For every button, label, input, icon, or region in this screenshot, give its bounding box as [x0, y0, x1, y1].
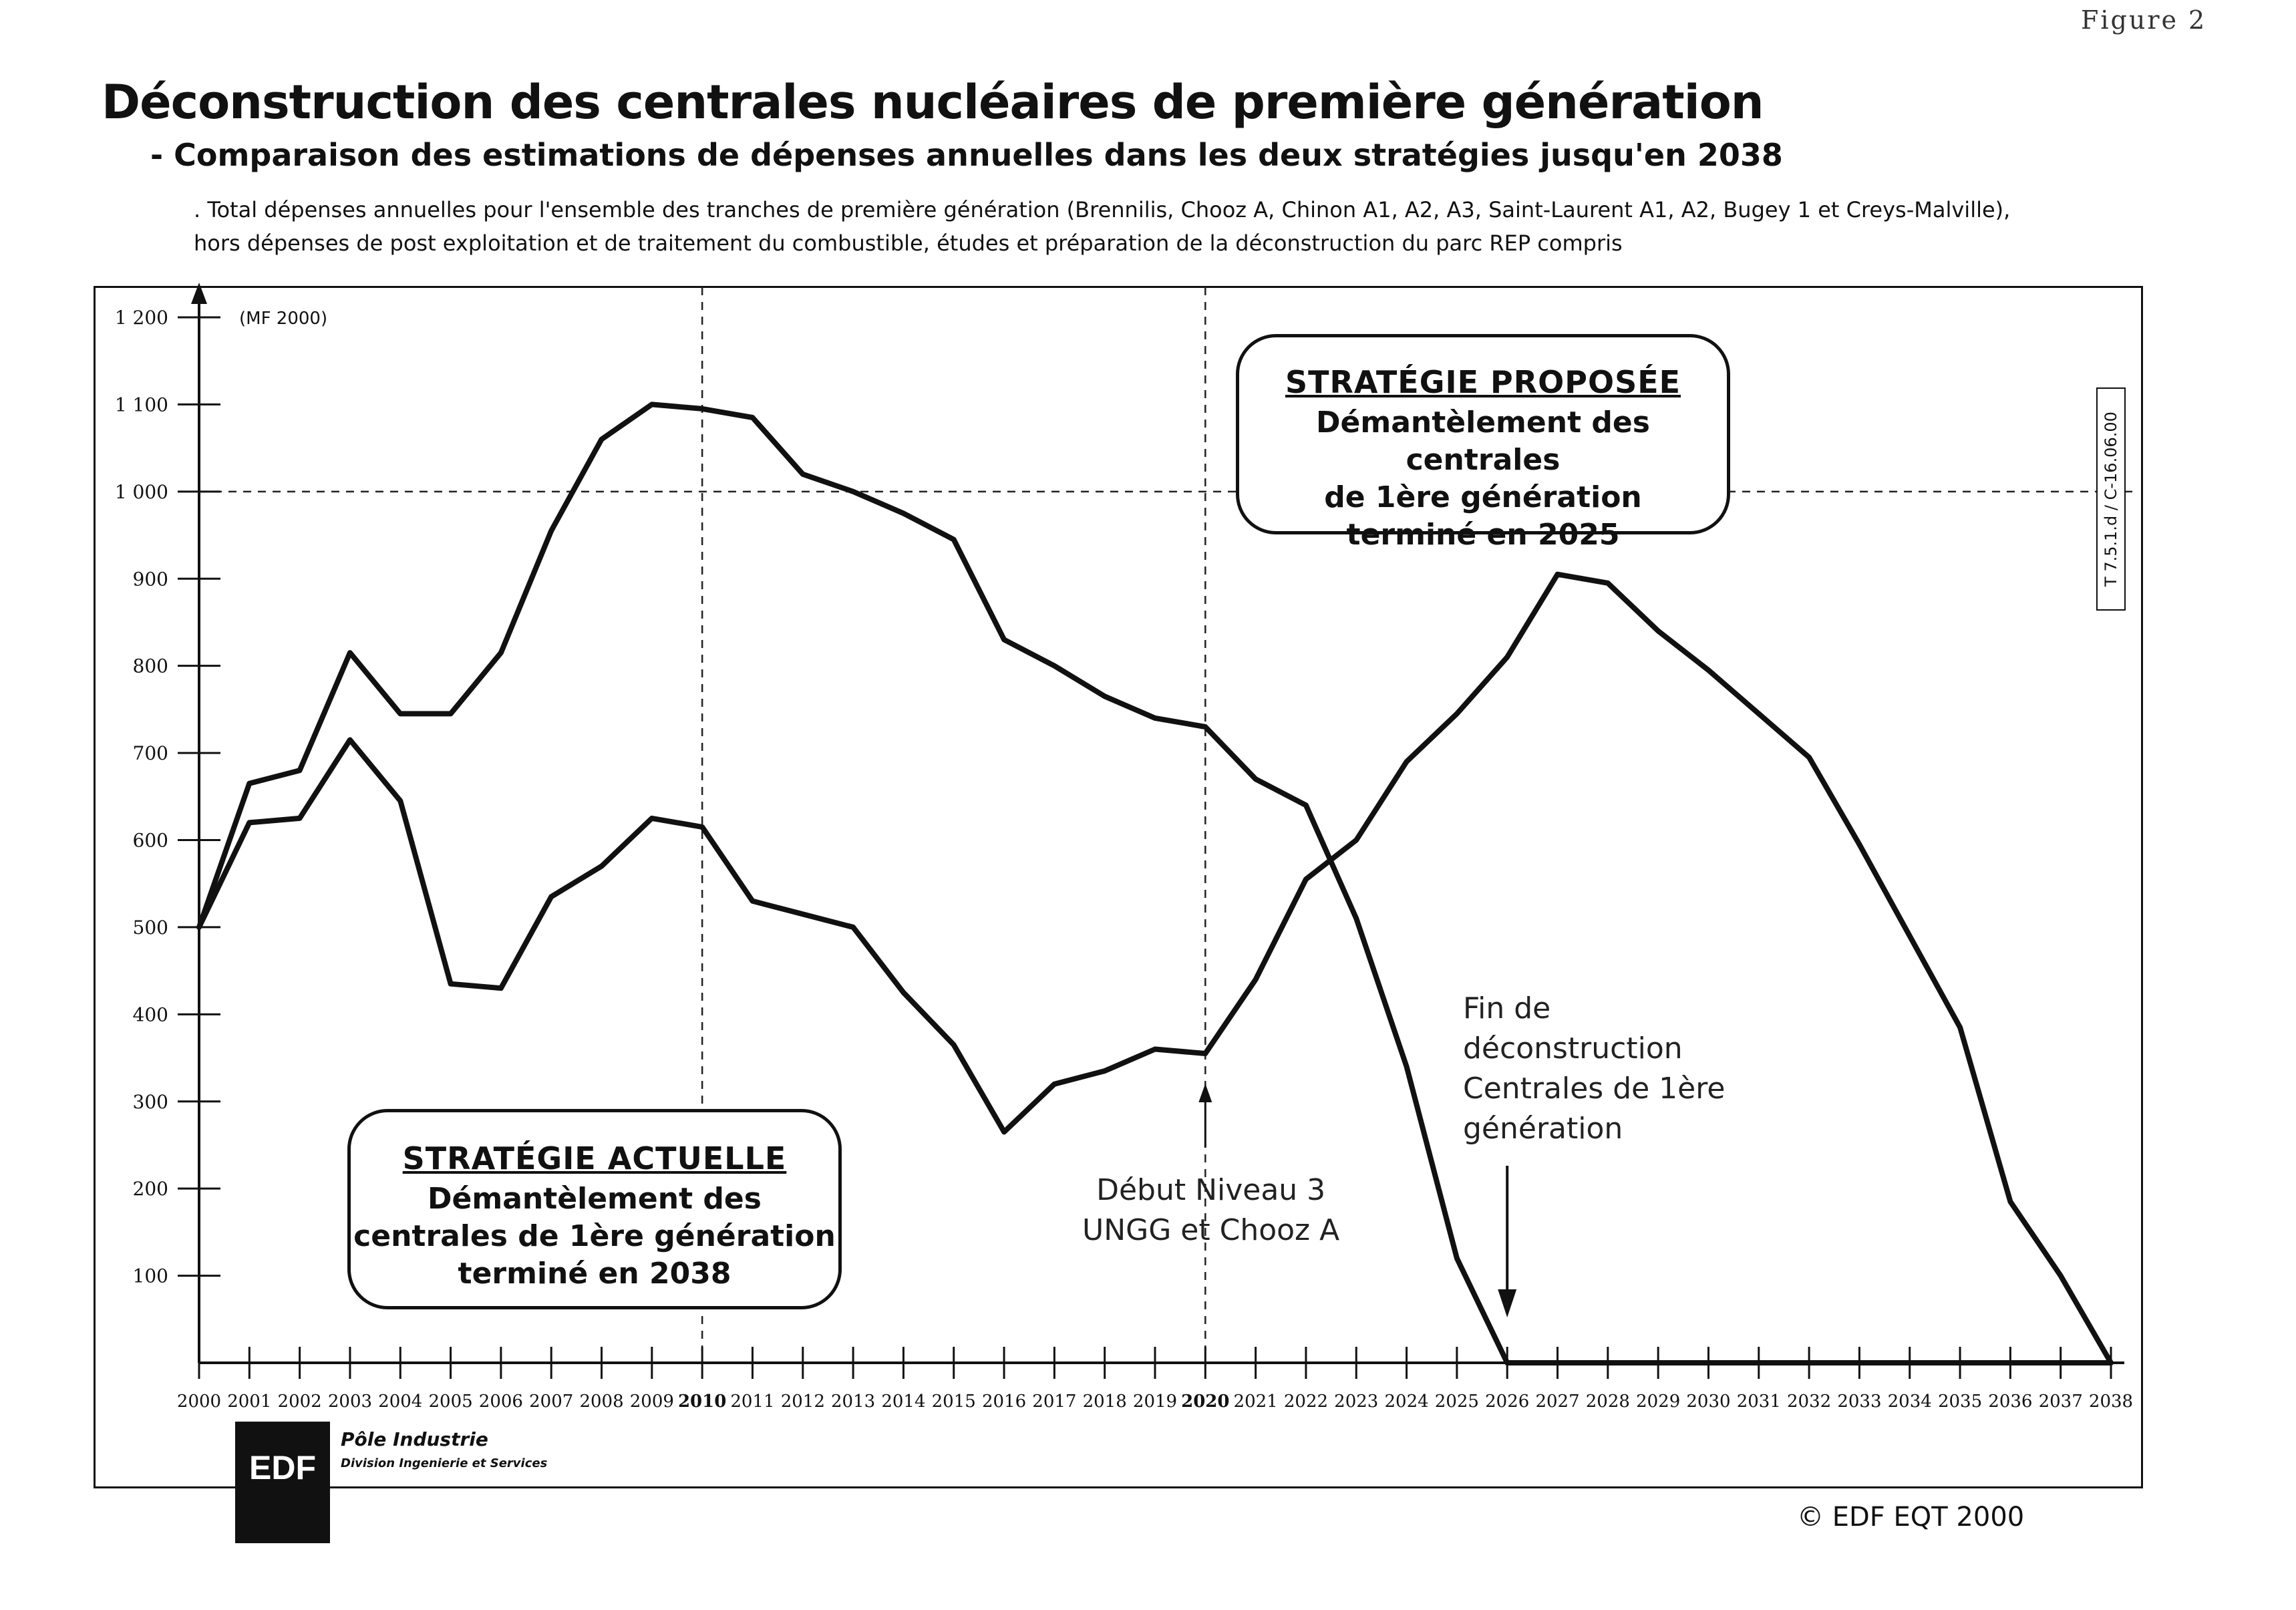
- x-tick-label-2007: 2007: [529, 1392, 574, 1412]
- x-tick-label-2003: 2003: [327, 1392, 373, 1412]
- x-tick-label-2005: 2005: [428, 1392, 473, 1412]
- y-tick-label-1000: 1 000: [114, 480, 168, 503]
- x-tick-label-2027: 2027: [1535, 1392, 1580, 1412]
- debut-annotation-line-1: Début Niveau 3: [1096, 1173, 1326, 1207]
- x-tick-label-2008: 2008: [579, 1392, 624, 1412]
- strategy-actual-line-2: centrales de 1ère génération: [353, 1219, 836, 1253]
- edf-logo: [235, 1422, 330, 1543]
- x-tick-label-2028: 2028: [1585, 1392, 1630, 1412]
- y-tick-label-200: 200: [132, 1178, 168, 1200]
- x-tick-label-2014: 2014: [881, 1392, 926, 1412]
- debut-annotation-line-2: UNGG et Chooz A: [1082, 1213, 1340, 1247]
- x-tick-label-2000: 2000: [176, 1392, 222, 1412]
- x-tick-label-2033: 2033: [1837, 1392, 1882, 1412]
- organization-name: Pôle Industrie: [341, 1428, 488, 1450]
- x-tick-label-2012: 2012: [780, 1392, 825, 1412]
- x-tick-label-2004: 2004: [378, 1392, 423, 1412]
- x-tick-label-2029: 2029: [1636, 1392, 1681, 1412]
- strategy-actual-title: STRATÉGIE ACTUELLE: [402, 1140, 787, 1176]
- y-axis-arrowhead: [191, 283, 207, 304]
- x-tick-label-2030: 2030: [1686, 1392, 1731, 1412]
- strategy-proposed-line-2: de 1ère génération: [1324, 480, 1642, 514]
- y-tick-label-900: 900: [132, 568, 168, 591]
- y-tick-label-600: 600: [132, 829, 168, 852]
- scope-note-line-2: hors dépenses de post exploitation et de traitement du combustible, études et préparation de la déconstruction du parc REP compris: [194, 230, 1623, 256]
- strategy-proposed-title: STRATÉGIE PROPOSÉE: [1285, 364, 1681, 400]
- y-axis-unit-label: (MF 2000): [239, 309, 328, 329]
- figure-label: Figure 2: [2081, 5, 2207, 35]
- y-tick-label-700: 700: [132, 742, 168, 765]
- x-tick-label-2021: 2021: [1233, 1392, 1278, 1412]
- x-tick-label-2016: 2016: [981, 1392, 1027, 1412]
- y-tick-label-800: 800: [132, 655, 168, 677]
- x-tick-label-2006: 2006: [478, 1392, 523, 1412]
- strategy-actual-box: [347, 1109, 842, 1309]
- fin-arrow-head: [1498, 1289, 1516, 1317]
- x-tick-label-2009: 2009: [629, 1392, 674, 1412]
- strategy-actual-line-1: Démantèlement des: [428, 1182, 762, 1216]
- x-tick-label-2035: 2035: [1937, 1392, 1983, 1412]
- x-tick-label-2025: 2025: [1434, 1392, 1479, 1412]
- page-subtitle: - Comparaison des estimations de dépenses annuelles dans les deux stratégies jusqu'en 2038: [150, 137, 1783, 173]
- fin-annotation-line-3: Centrales de 1ère: [1463, 1072, 1726, 1106]
- edf-logo-text: EDF: [249, 1449, 316, 1486]
- fin-deconstruction-annotation: [1463, 989, 1725, 1149]
- x-tick-label-2002: 2002: [277, 1392, 322, 1412]
- y-tick-label-100: 100: [132, 1265, 168, 1287]
- strategy-proposed-line-3: terminé en 2025: [1346, 518, 1620, 552]
- fin-annotation-line-2: déconstruction: [1463, 1031, 1683, 1066]
- reference-code-text: T 7.5.1.d / C-16.06.00: [2102, 412, 2120, 587]
- page-title: Déconstruction des centrales nucléaires de première génération: [102, 75, 1764, 130]
- x-tick-label-2017: 2017: [1032, 1392, 1077, 1412]
- x-tick-label-2010: 2010: [677, 1392, 727, 1412]
- x-tick-label-2019: 2019: [1132, 1392, 1178, 1412]
- fin-annotation-line-1: Fin de: [1463, 991, 1551, 1025]
- strategy-actual-line-3: terminé en 2038: [458, 1257, 731, 1291]
- x-tick-label-2013: 2013: [831, 1392, 876, 1412]
- x-tick-label-2032: 2032: [1787, 1392, 1832, 1412]
- y-tick-label-300: 300: [132, 1090, 168, 1113]
- x-tick-label-2038: 2038: [2088, 1392, 2134, 1412]
- debut-arrow-head: [1198, 1084, 1212, 1102]
- y-tick-label-1200: 1 200: [114, 307, 168, 329]
- strategy-proposed-box: [1236, 334, 1730, 552]
- x-tick-label-2037: 2037: [2038, 1392, 2083, 1412]
- division-name: Division Ingenierie et Services: [341, 1456, 548, 1470]
- x-tick-label-2001: 2001: [227, 1392, 272, 1412]
- copyright-notice: © EDF EQT 2000: [1797, 1502, 2025, 1533]
- fin-annotation-line-4: génération: [1463, 1112, 1623, 1146]
- scope-note-line-1: . Total dépenses annuelles pour l'ensemble des tranches de première génération (Brennilis, Chooz A, Chinon A1, A2, A3, Saint-Laurent A1, A2, Bugey 1 et Creys-Malville),: [194, 197, 2011, 222]
- debut-niveau-annotation: [1082, 1170, 1339, 1251]
- x-tick-label-2015: 2015: [931, 1392, 976, 1412]
- reference-code-tag: [2096, 387, 2126, 611]
- x-tick-label-2011: 2011: [730, 1392, 775, 1412]
- x-tick-label-2022: 2022: [1283, 1392, 1329, 1412]
- y-tick-label-1100: 1 100: [114, 393, 168, 416]
- strategy-proposed-line-1: Démantèlement des centrales: [1316, 406, 1650, 477]
- x-tick-label-2018: 2018: [1082, 1392, 1127, 1412]
- x-tick-label-2031: 2031: [1736, 1392, 1781, 1412]
- x-tick-label-2024: 2024: [1384, 1392, 1429, 1412]
- y-tick-label-500: 500: [132, 916, 168, 939]
- x-tick-label-2034: 2034: [1887, 1392, 1932, 1412]
- x-tick-label-2036: 2036: [1988, 1392, 2033, 1412]
- y-tick-label-400: 400: [132, 1003, 168, 1026]
- x-tick-label-2023: 2023: [1334, 1392, 1379, 1412]
- x-tick-label-2026: 2026: [1485, 1392, 1530, 1412]
- x-tick-label-2020: 2020: [1181, 1392, 1230, 1412]
